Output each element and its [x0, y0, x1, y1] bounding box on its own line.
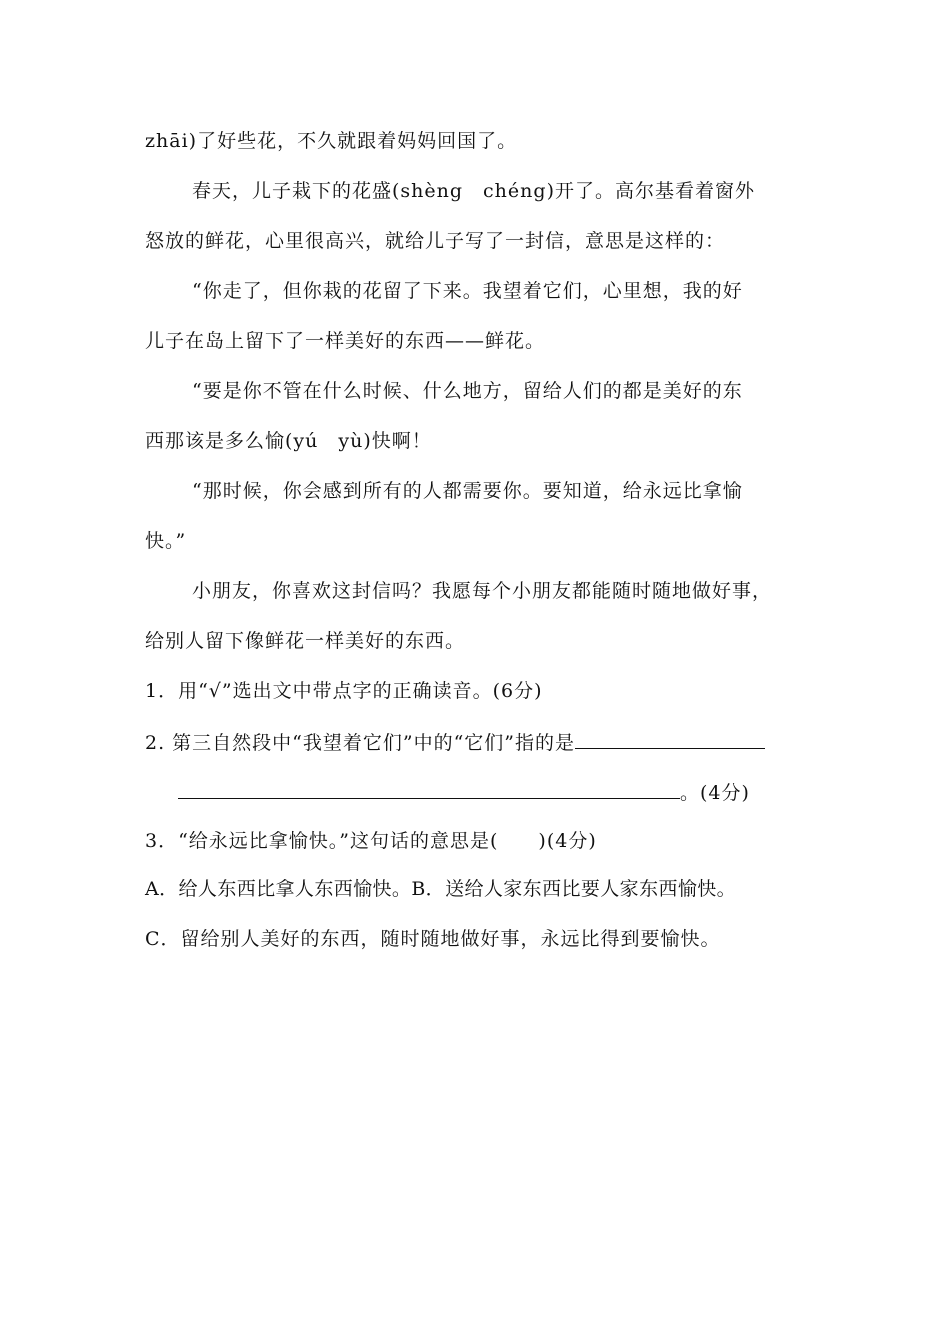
passage-line-3: 怒放的鲜花，心里很高兴，就给儿子写了一封信，意思是这样的：	[145, 230, 726, 252]
question-1: 1．用“√”选出文中带点字的正确读音。(6分)	[145, 680, 543, 702]
option-a-b: A．给人东西比拿人东西愉快。B．送给人家东西比要人家东西愉快。	[145, 878, 737, 900]
passage-line-5: 儿子在岛上留下了一样美好的东西——鲜花。	[145, 330, 546, 352]
passage-line-4: “你走了，但你栽的花留了下来。我望着它们，心里想，我的好	[192, 280, 743, 302]
question-2-continuation	[178, 778, 750, 806]
question-3: 3．“给永远比拿愉快。”这句话的意思是( )(4分)	[145, 830, 597, 852]
passage-line-2: 春天，儿子栽下的花盛(shèng chéng)开了。高尔基看着窗外	[192, 180, 755, 202]
passage-line-10: 小朋友，你喜欢这封信吗？我愿每个小朋友都能随时随地做好事，	[192, 580, 773, 602]
passage-line-7: 西那该是多么愉(yú yù)快啊！	[145, 430, 432, 452]
passage-line-1: zhāi)了好些花，不久就跟着妈妈回国了。	[145, 130, 518, 152]
passage-line-6: “要是你不管在什么时候、什么地方，留给人们的都是美好的东	[192, 380, 743, 402]
passage-line-9: 快。”	[145, 530, 187, 552]
answer-blank-1[interactable]	[575, 728, 765, 749]
question-2-text: 2. 第三自然段中“我望着它们”中的“它们”指的是	[145, 732, 576, 754]
passage-line-11: 给别人留下像鲜花一样美好的东西。	[145, 630, 466, 652]
passage-line-8: “那时候，你会感到所有的人都需要你。要知道，给永远比拿愉	[192, 480, 743, 502]
question-2	[145, 728, 765, 756]
answer-blank-2[interactable]	[178, 778, 680, 799]
option-c: C．留给别人美好的东西，随时随地做好事，永远比得到要愉快。	[145, 928, 721, 950]
question-2-points: 。(4分)	[680, 782, 750, 804]
